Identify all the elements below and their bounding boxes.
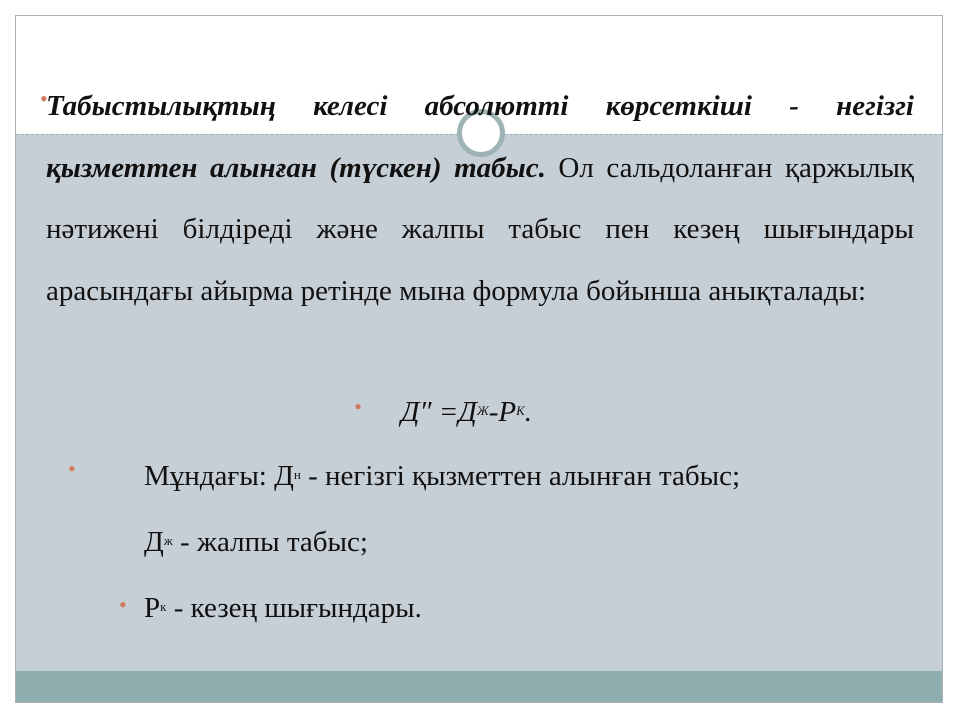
definition-sub: ж [163,533,173,548]
definition-dzh [144,526,368,559]
bullet-icon: • [119,592,127,617]
slide [15,15,943,703]
bullet-icon: • [68,456,76,481]
bullet-icon: • [40,86,48,111]
definition-dn [68,456,741,493]
definition-text: - жалпы табыс; [172,526,368,558]
definition-symbol: Д [144,526,164,558]
definition-symbol: Р [144,592,161,624]
slide-footer-band [16,671,942,703]
formula-sub-zh: Ж [476,403,489,418]
bullet-icon: • [354,394,362,419]
definition-sub: н [293,467,301,482]
definition-text: - кезең шығындары. [166,592,422,624]
slide-text [40,76,914,322]
definition-symbol: Мұндағы: Д [144,460,294,492]
definition-sub: к [160,599,167,614]
formula-main: Д″ =Д [401,396,477,428]
formula-mid: -Р [488,396,517,428]
formula-end: . [524,396,532,428]
definition-text: - негізгі қызметтен алынған табыс; [300,460,741,492]
formula-sub-k: К [516,403,525,418]
paragraph-emphasis: Табыстылықтың келесі абсолютті көрсеткіші - негізгі қызметтен алынған (түскен) табыс. [46,90,914,184]
formula-line [354,394,532,429]
definition-rk [119,592,422,625]
intro-paragraph [40,76,914,322]
paragraph-body: Ол сальдоланған қаржылық нәтижені білдіреді және жалпы табыс пен кезең шығындары арасындағы айырма ретінде мына формула бойынша анықталады: [46,151,914,307]
